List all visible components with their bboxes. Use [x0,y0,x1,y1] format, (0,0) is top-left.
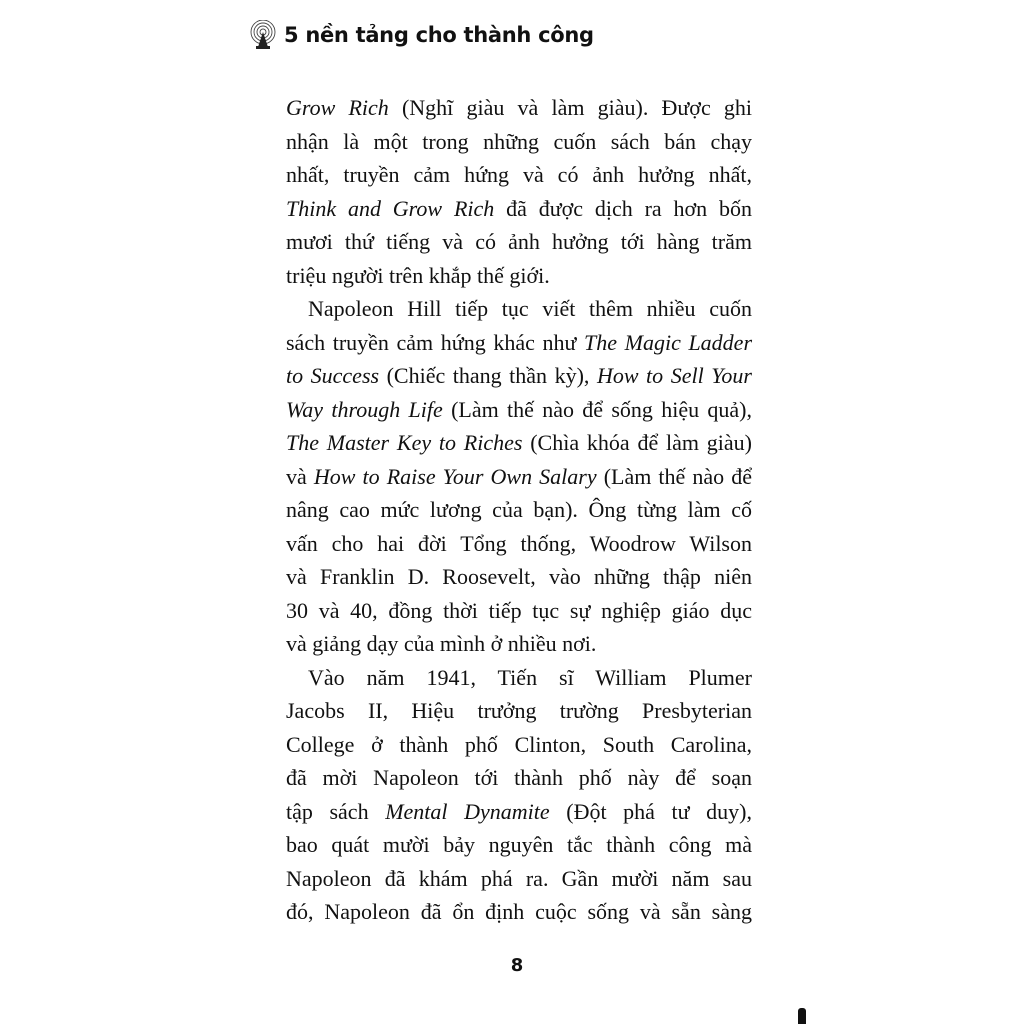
text-segment: (Nghĩ giàu và làm giàu). Được ghi [388,95,752,120]
text-line [286,460,752,494]
text-line [286,761,752,795]
book-title-italic: Way through Life [286,396,443,422]
text-segment: (Chiếc thang thần kỳ), [379,363,597,388]
text-segment: đó, Napoleon đã ổn định cuộc sống và sẵn sàng [286,899,752,924]
text-segment: (Làm thế nào để [596,463,752,489]
text-segment: sách truyền cảm hứng khác như [286,329,585,355]
book-title-italic: The Master Key to Riches [286,430,523,455]
text-line [286,627,752,661]
text-line [286,828,752,862]
text-segment: nâng cao mức lương của bạn). Ông từng làm cố [286,497,752,522]
text-line [286,594,752,628]
text-segment: Napoleon đã khám phá ra. Gần mười năm sau [286,865,752,891]
paragraph [286,661,752,929]
text-segment: Jacobs II, Hiệu trưởng trường Presbyterian [286,698,752,723]
text-line [286,359,752,393]
text-segment: Vào năm 1941, Tiến sĩ William Plumer [308,664,752,690]
book-title-italic: The Magic Ladder [584,329,753,355]
book-title-italic: to Success [286,363,380,388]
text-line [286,125,752,159]
text-segment: (Chìa khóa để làm giàu) [522,430,752,455]
scan-artifact [798,1008,806,1024]
book-title-italic: How to Sell Your [596,363,752,388]
text-line [286,426,752,460]
text-segment: và Franklin D. Roosevelt, vào những thập niên [286,564,752,589]
text-line [286,158,752,192]
text-segment: nhận là một trong những cuốn sách bán chạy [286,128,752,154]
book-title-italic: Think and Grow Rich [286,195,495,221]
text-segment: Napoleon Hill tiếp tục viết thêm nhiều cuốn [308,296,752,321]
text-segment: và [286,463,314,489]
text-line [286,326,752,360]
paragraph [286,292,752,661]
text-line [286,661,752,695]
text-segment: mươi thứ tiếng và có ảnh hưởng tới hàng trăm [286,229,752,254]
paragraph [286,91,752,292]
text-line [286,259,752,293]
page-body [286,91,752,929]
text-line [286,393,752,427]
book-title: 5 nền tảng cho thành công [284,23,594,47]
text-segment: và giảng dạy của mình ở nhiều nơi. [286,631,597,656]
text-segment: (Đột phá tư duy), [549,798,753,824]
text-segment: bao quát mười bảy nguyên tắc thành công mà [286,832,752,857]
text-line [286,527,752,561]
running-header [250,20,594,50]
text-line [286,560,752,594]
text-line [286,694,752,728]
text-segment: vấn cho hai đời Tổng thống, Woodrow Wilson [286,530,752,556]
book-title-italic: Mental Dynamite [385,798,550,824]
text-line [286,91,752,125]
text-line [286,192,752,226]
text-segment: tập sách [286,798,386,824]
radio-tower-icon [250,20,276,50]
text-segment: đã được dịch ra hơn bốn [494,195,752,221]
text-line [286,292,752,326]
text-segment: nhất, truyền cảm hứng và có ảnh hưởng nhất, [286,162,752,187]
text-segment: triệu người trên khắp thế giới. [286,262,550,288]
book-title-italic: Grow Rich [286,95,389,120]
text-line [286,493,752,527]
text-segment: (Làm thế nào để sống hiệu quả), [442,396,753,422]
page-number: 8 [510,955,524,976]
text-line [286,795,752,829]
text-line [286,728,752,762]
text-segment: 30 và 40, đồng thời tiếp tục sự nghiệp giáo dục [286,597,752,623]
text-segment: College ở thành phố Clinton, South Carolina, [286,731,752,757]
text-line [286,895,752,929]
text-segment: đã mời Napoleon tới thành phố này để soạn [286,765,752,790]
text-line [286,225,752,259]
book-title-italic: How to Raise Your Own Salary [313,463,597,489]
text-line [286,862,752,896]
